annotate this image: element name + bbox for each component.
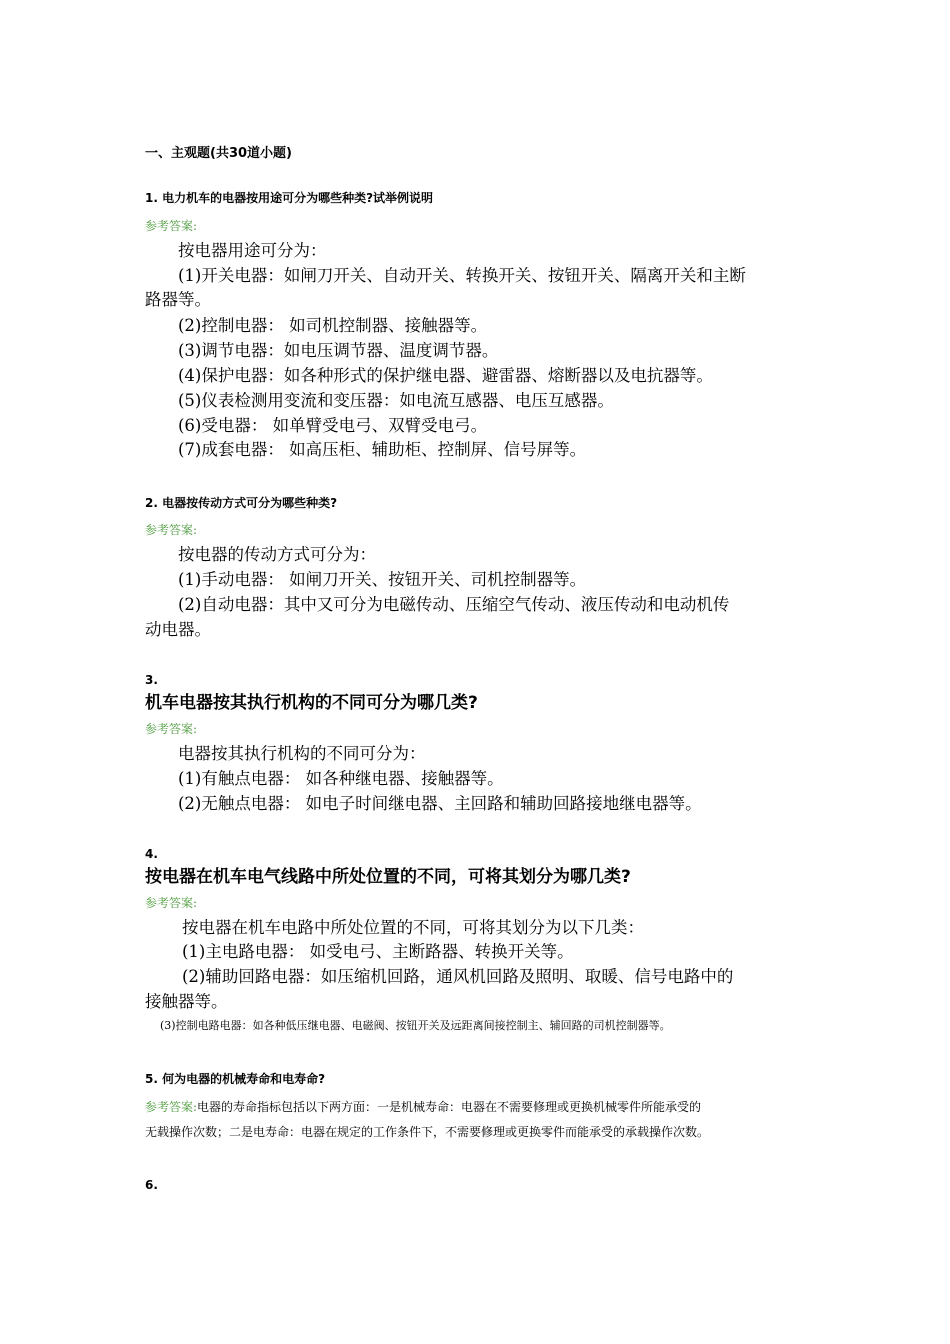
question-1-answer-line: (6)受电器： 如单臂受电弓、双臂受电弓。 — [178, 416, 488, 435]
question-3-number: 3. — [145, 673, 158, 687]
question-1-answer-line: (2)控制电器： 如司机控制器、接触器等。 — [178, 316, 488, 335]
question-6-number: 6. — [145, 1178, 158, 1192]
question-2-answer-line: 按电器的传动方式可分为： — [178, 545, 376, 564]
question-2-title: 2. 电器按传动方式可分为哪些种类? — [145, 496, 338, 510]
question-1-ref-label: 参考答案: — [145, 219, 198, 233]
question-5-title: 5. 何为电器的机械寿命和电寿命? — [145, 1072, 326, 1086]
question-1-answer-line: 路器等。 — [145, 290, 211, 309]
question-4-number: 4. — [145, 847, 158, 861]
question-3-ref-label: 参考答案: — [145, 722, 198, 736]
question-4-answer-line: 接触器等。 — [145, 992, 228, 1011]
question-2-answer-line: (2)自动电器：其中又可分为电磁传动、压缩空气传动、液压传动和电动机传 — [178, 595, 730, 614]
question-4-title: 按电器在机车电气线路中所处位置的不同，可将其划分为哪几类? — [145, 867, 631, 887]
question-4-answer-line: (2)辅助回路电器：如压缩机回路，通风机回路及照明、取暖、信号电路中的 — [182, 967, 734, 986]
question-5-answer-line-1 — [145, 1101, 701, 1113]
question-5-ref-label: 参考答案: — [145, 1100, 198, 1114]
question-3-title: 机车电器按其执行机构的不同可分为哪几类? — [145, 693, 478, 713]
question-4-answer-line: (1)主电路电器： 如受电弓、主断路器、转换开关等。 — [182, 942, 574, 961]
question-1-answer-line: (3)调节电器：如电压调节器、温度调节器。 — [178, 341, 499, 360]
question-2-ref-label: 参考答案: — [145, 523, 198, 537]
question-5-answer-line-2: 无载操作次数；二是电寿命：电器在规定的工作条件下，不需要修理或更换零件而能承受的承载操作次数。 — [145, 1125, 710, 1139]
question-5-answer-text-1: 电器的寿命指标包括以下两方面：一是机械寿命：电器在不需要修理或更换机械零件所能承受的 — [197, 1100, 702, 1114]
question-1-answer-line: (1)开关电器：如闸刀开关、自动开关、转换开关、按钮开关、隔离开关和主断 — [178, 266, 746, 285]
section-title: 一、主观题(共30道小题) — [145, 146, 292, 161]
question-3-answer-line: (2)无触点电器： 如电子时间继电器、主回路和辅助回路接地继电器等。 — [178, 794, 702, 813]
question-1-answer-line: (4)保护电器：如各种形式的保护继电器、避雷器、熔断器以及电抗器等。 — [178, 366, 713, 385]
question-4-ref-label: 参考答案: — [145, 896, 198, 910]
question-1-answer-line: 按电器用途可分为： — [178, 241, 327, 260]
question-3-answer-line: (1)有触点电器： 如各种继电器、接触器等。 — [178, 769, 504, 788]
question-1-answer-line: (5)仪表检测用变流和变压器：如电流互感器、电压互感器。 — [178, 391, 614, 410]
question-3-answer-line: 电器按其执行机构的不同可分为： — [178, 744, 426, 763]
question-2-answer-line: 动电器。 — [145, 620, 211, 639]
question-4-answer-line: 按电器在机车电路中所处位置的不同，可将其划分为以下几类： — [182, 918, 644, 937]
question-2-answer-line: (1)手动电器： 如闸刀开关、按钮开关、司机控制器等。 — [178, 570, 587, 589]
question-1-title: 1. 电力机车的电器按用途可分为哪些种类?试举例说明 — [145, 191, 434, 205]
question-4-answer-extra-line: (3)控制电路电器：如各种低压继电器、电磁阀、按钮开关及远距离间接控制主、辅回路的司机控制器等。 — [160, 1019, 671, 1032]
question-1-answer-line: (7)成套电器： 如高压柜、辅助柜、控制屏、信号屏等。 — [178, 440, 587, 459]
